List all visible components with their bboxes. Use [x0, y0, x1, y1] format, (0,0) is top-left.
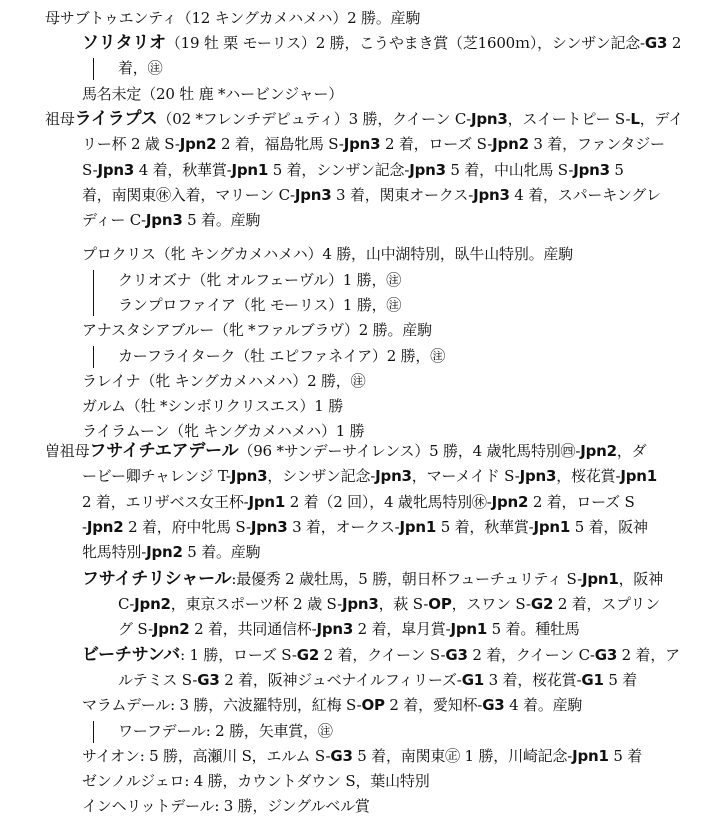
text-segment: : 3 勝，ジングルベル賞	[214, 797, 370, 815]
bold-text: Jpn3	[375, 467, 412, 485]
text-segment: インヘリットデール	[82, 797, 215, 815]
text-segment: : 2 勝，矢車賞，㊟	[205, 722, 333, 740]
text-line	[82, 33, 681, 53]
bold-text: Jpn1	[581, 570, 619, 588]
text-segment: ，スワン S-	[451, 595, 531, 613]
text-segment: 3 着，関東オークス-	[331, 186, 474, 204]
text-segment: C-	[118, 595, 135, 613]
text-line	[82, 645, 680, 665]
text-segment: : 4 勝，カウントダウン S，葉山特別	[184, 772, 430, 790]
text-segment: 馬名未定（20 牡 鹿 *ハービンジャー）	[82, 85, 344, 103]
bold-text: Jpn1	[620, 467, 657, 485]
text-segment: サイオン	[82, 747, 140, 765]
text-segment: 5 着，阪神	[570, 518, 648, 536]
text-line	[82, 134, 665, 154]
text-segment: 3 着，桜花賞-	[484, 671, 582, 689]
text-segment: クリオズナ（牝 オルフェーヴル）1 勝，㊟	[118, 271, 402, 289]
bold-text: Jpn3	[294, 186, 332, 204]
bold-text: G3	[644, 34, 668, 52]
text-segment: 5 着。種牡馬	[487, 620, 580, 638]
text-segment: （02 *フレンチデピュティ）3 勝，クイーン C-	[157, 110, 471, 128]
text-line	[82, 396, 343, 416]
text-segment: 5 着。産駒	[182, 543, 261, 561]
text-segment: ービー卿チャレンジ T-	[82, 467, 231, 485]
bold-text: Jpn3	[343, 135, 381, 153]
bold-text: Jpn3	[230, 467, 268, 485]
bold-text: G2	[530, 595, 554, 613]
bold-text: G3	[594, 646, 618, 664]
text-segment: 2 着，府中牝馬 S-	[123, 518, 251, 536]
bold-text: G3	[445, 646, 468, 664]
text-segment: 牝馬特別-	[82, 543, 147, 561]
text-segment: ライラムーン（牝 キングカメハメハ）1 勝	[82, 422, 365, 440]
bold-text: OP	[428, 595, 452, 613]
bold-text: ソリタリオ	[82, 33, 166, 53]
text-line	[82, 796, 370, 816]
text-segment: : 5 勝，高瀬川 S，エルム S-	[139, 747, 331, 765]
bold-text: Jpn2	[86, 518, 124, 536]
indent-bar	[93, 721, 94, 743]
text-segment: ，デイ	[639, 110, 684, 128]
indent-bar	[93, 58, 94, 80]
bold-text: Jpn1	[399, 518, 437, 536]
bold-text: G1	[461, 671, 485, 689]
text-segment: ガルム（牡 *シンボリクリスエス）1 勝	[82, 397, 344, 415]
bold-text: Jpn2	[146, 543, 183, 561]
bold-text: Jpn1	[248, 493, 286, 511]
bold-text: G1	[581, 671, 604, 689]
text-segment: 2 着，スプリン	[553, 595, 660, 613]
bold-text: Jpn2	[179, 135, 217, 153]
text-line	[118, 346, 445, 366]
text-line	[82, 746, 642, 766]
bold-text: ビーチサンバ	[82, 645, 181, 665]
text-segment: グ S-	[118, 620, 153, 638]
text-segment: 5 着，秋華賞-	[436, 518, 534, 536]
text-segment: ランプロファイア（牝 モーリス）1 勝，㊟	[118, 296, 402, 314]
text-segment: （12 キングカメハメハ）2 勝。産駒	[176, 9, 421, 27]
bold-text: Jpn1	[450, 620, 488, 638]
bold-text: Jpn2	[491, 493, 529, 511]
bold-text: Jpn3	[145, 211, 183, 229]
text-line	[82, 320, 432, 340]
bold-text: Jpn1	[533, 518, 571, 536]
text-segment: ，ダ	[616, 442, 647, 460]
text-segment: 2 着，皐月賞-	[353, 620, 451, 638]
text-segment: 3 着，オークス-	[287, 518, 400, 536]
text-segment: 2 着，クイーン C-	[467, 646, 595, 664]
text-segment: 2 着，共同通信杯-	[189, 620, 317, 638]
text-segment: ，桜花賞-	[556, 467, 621, 485]
text-segment: S-	[82, 161, 98, 179]
text-segment: 3 着，ファンタジー	[528, 135, 665, 153]
bold-text: Jpn3	[470, 110, 508, 128]
text-segment: リー杯 2 歳 S-	[82, 135, 180, 153]
text-line	[118, 619, 580, 639]
bold-text: フサイチリシャール	[82, 569, 232, 589]
text-line	[82, 771, 430, 791]
text-line	[82, 160, 624, 180]
text-segment: 2	[667, 34, 682, 52]
text-segment: カーフライターク（牡 エピファネイア）2 勝，㊟	[118, 347, 446, 365]
bold-text: Jpn3	[97, 161, 135, 179]
bold-text: OP	[361, 696, 385, 714]
bold-text: Jpn2	[134, 595, 171, 613]
text-segment: 着，南関東㊡入着，マリーン C-	[82, 186, 295, 204]
text-line	[118, 58, 162, 78]
text-segment: ラレイナ（牝 キングカメハメハ）2 勝，㊟	[82, 372, 366, 390]
text-line	[118, 594, 660, 614]
text-segment: 2 着，福島牝馬 S-	[216, 135, 344, 153]
text-line	[82, 542, 260, 562]
text-segment: 着，㊟	[118, 59, 163, 77]
text-line	[82, 185, 661, 205]
text-segment: 2 着，エリザベス女王杯-	[82, 493, 249, 511]
text-line	[118, 270, 401, 290]
text-segment: : 3 勝，六波羅特別，紅梅 S-	[170, 696, 362, 714]
text-line	[45, 441, 646, 461]
text-line	[82, 517, 648, 537]
text-segment: 5 着。産駒	[182, 211, 261, 229]
text-segment: 4 着，秋華賞-	[134, 161, 232, 179]
text-segment: ，スイートピー S-	[507, 110, 631, 128]
text-line	[82, 84, 343, 104]
text-segment: アナスタシアブルー（牝 *ファルブラヴ）2 勝。産駒	[82, 321, 432, 339]
text-segment: ，萩 S-	[378, 595, 429, 613]
bold-text: Jpn2	[580, 442, 617, 460]
text-line	[118, 295, 401, 315]
text-segment: ルテミス S-	[118, 671, 198, 689]
text-segment: 5 着，南関東㊣ 1 勝，川崎記念-	[352, 747, 573, 765]
text-line	[82, 371, 365, 391]
text-segment: 5 着，中山牝馬 S-	[445, 161, 574, 179]
text-segment: 5	[609, 161, 624, 179]
text-line	[82, 244, 573, 264]
text-segment: 祖母	[45, 110, 75, 128]
bold-text: Jpn3	[573, 161, 610, 179]
bold-text: G3	[330, 747, 353, 765]
text-segment: 母サブトゥエンティ	[45, 9, 177, 27]
text-segment: ディー C-	[82, 211, 146, 229]
text-segment: 5 着	[608, 747, 643, 765]
text-line	[82, 492, 635, 512]
text-segment: : 1 勝，ローズ S-	[180, 646, 297, 664]
bold-text: Jpn3	[519, 467, 557, 485]
text-segment: ，シンザン記念-	[267, 467, 376, 485]
text-segment: 2 着，阪神ジュベナイルフィリーズ-	[219, 671, 462, 689]
bold-text: ライラプス	[74, 109, 158, 129]
bold-text: Jpn3	[250, 518, 288, 536]
text-segment: （96 *サンデーサイレンス）5 勝，4 歳牝馬特別㊃-	[238, 442, 581, 460]
indent-bar	[93, 346, 94, 368]
bold-text: Jpn2	[492, 135, 529, 153]
text-line	[82, 695, 582, 715]
bold-text: G3	[197, 671, 220, 689]
text-segment: （19 牡 栗 モーリス）2 勝，こうやまき賞（芝1600ｍ），シンザン記念-	[165, 34, 645, 52]
text-segment: 2 着，クイーン S-	[319, 646, 446, 664]
text-line	[82, 421, 364, 441]
text-segment: 2 着，ローズ S	[528, 493, 635, 511]
text-line	[118, 721, 333, 741]
text-segment: :最優秀 2 歳牡馬，5 勝，朝日杯フューチュリティ S-	[231, 570, 582, 588]
bold-text: Jpn1	[572, 747, 609, 765]
bold-text: フサイチエアデール	[89, 441, 239, 461]
text-segment: 2 着（2 回），4 歳牝馬特別㊡-	[285, 493, 492, 511]
indent-bar	[93, 270, 94, 316]
bold-text: G3	[482, 696, 505, 714]
text-segment: 2 着，ローズ S-	[380, 135, 493, 153]
text-segment: 4 着。産駒	[504, 696, 583, 714]
text-line	[45, 109, 683, 129]
text-segment: 4 着，スパーキングレ	[509, 186, 661, 204]
text-segment: ワーフデール	[118, 722, 206, 740]
text-segment: ，阪神	[618, 570, 663, 588]
text-line	[45, 8, 420, 28]
bold-text: Jpn3	[316, 620, 354, 638]
text-segment: ，マーメイド S-	[411, 467, 520, 485]
bold-text: L	[630, 110, 640, 128]
text-segment: -	[82, 518, 87, 536]
bold-text: Jpn3	[341, 595, 379, 613]
text-segment: 2 着，愛知杯-	[384, 696, 483, 714]
bold-text: Jpn1	[231, 161, 269, 179]
text-line	[82, 569, 663, 589]
text-segment: ゼンノルジェロ	[82, 772, 185, 790]
text-segment: 5 着，シンザン記念-	[268, 161, 410, 179]
text-line	[82, 466, 657, 486]
text-segment: ，東京スポーツ杯 2 歳 S-	[170, 595, 342, 613]
text-segment: マラムデール	[82, 696, 171, 714]
text-line	[82, 210, 260, 230]
bold-text: Jpn2	[152, 620, 190, 638]
text-segment: 2 着，ア	[617, 646, 680, 664]
text-segment: プロクリス（牝 キングカメハメハ）4 勝，山中湖特別，臥牛山特別。産駒	[82, 245, 574, 263]
text-segment: 曽祖母	[45, 442, 90, 460]
text-line	[118, 670, 637, 690]
text-segment: 5 着	[603, 671, 638, 689]
bold-text: Jpn3	[473, 186, 510, 204]
bold-text: G2	[296, 646, 320, 664]
bold-text: Jpn3	[409, 161, 446, 179]
